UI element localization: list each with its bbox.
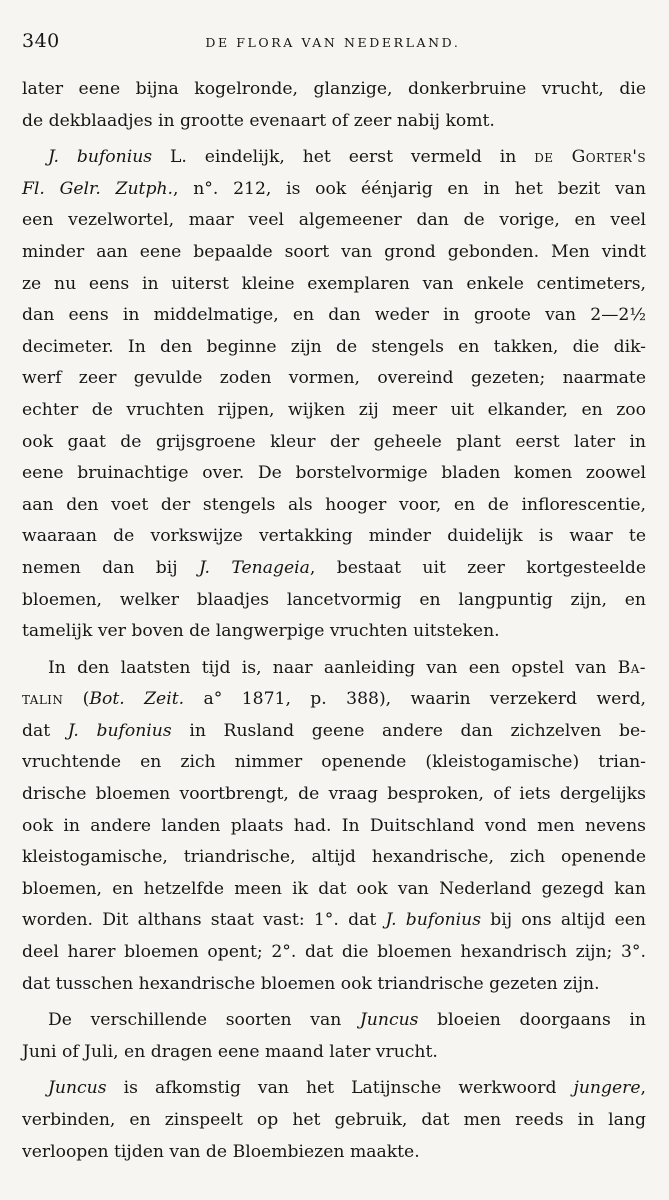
text-line xyxy=(22,1073,646,1105)
text-segment: de dekblaadjes in grootte evenaart of zeer nabij komt. xyxy=(22,110,495,131)
text-segment: ook gaat de grijsgroene kleur der geheele plant eerst later in xyxy=(22,431,646,452)
text-segment: ook in andere landen plaats had. In Duitschland vond men nevens xyxy=(22,815,646,836)
italic-text: J. bufonius xyxy=(67,720,172,741)
text-line xyxy=(22,458,646,490)
text-line xyxy=(22,1137,646,1169)
text-segment: , xyxy=(640,1078,646,1099)
text-segment: dat xyxy=(22,720,68,741)
italic-text: Fl. Gelr. Zutph. xyxy=(22,178,174,199)
paragraph xyxy=(22,653,646,1001)
text-line xyxy=(22,937,646,969)
text-line xyxy=(22,142,646,174)
text-segment: nemen dan bij xyxy=(22,557,199,578)
small-caps-text: Ba- xyxy=(617,657,646,678)
paragraph xyxy=(22,74,646,137)
text-line xyxy=(22,205,646,237)
text-segment: a° 1871, p. 388), waarin verzekerd werd, xyxy=(184,689,647,710)
text-line xyxy=(22,1005,646,1037)
text-segment: deel harer bloemen opent; 2°. dat die bloemen hexandrisch zijn; 3°. xyxy=(22,942,646,963)
text-segment: ( xyxy=(63,689,90,710)
text-segment: werf zeer gevulde zoden vormen, overeind gezeten; naarmate xyxy=(22,368,646,389)
text-line xyxy=(22,842,646,874)
text-segment: een vezelwortel, maar veel algemeener dan de vorige, en veel xyxy=(22,210,646,231)
text-segment: In den laatsten tijd is, naar aanleiding van een opstel van xyxy=(48,657,618,678)
text-segment: minder aan eene bepaalde soort van grond gebonden. Men vindt xyxy=(22,241,646,262)
text-segment: kleistogamische, triandrische, altijd hexandrische, zich openende xyxy=(22,847,646,868)
paragraph xyxy=(22,1005,646,1068)
running-head: DE FLORA VAN NEDERLAND. xyxy=(205,35,461,50)
text-line xyxy=(22,74,646,106)
text-line xyxy=(22,616,646,648)
text-line xyxy=(22,969,646,1001)
paragraph xyxy=(22,142,646,648)
text-segment: drische bloemen voortbrengt, de vraag besproken, of iets dergelijks xyxy=(22,784,646,805)
text-line xyxy=(22,300,646,332)
text-segment: waaraan de vorkswijze vertakking minder duidelijk is waar te xyxy=(22,526,646,547)
small-caps-text: talin xyxy=(22,689,64,710)
text-line xyxy=(22,874,646,906)
paragraph xyxy=(22,1073,646,1168)
text-segment: later eene bijna kogelronde, glanzige, donkerbruine vrucht, die xyxy=(22,79,646,99)
text-segment: aan den voet der stengels als hooger voor, en de inflorescentie, xyxy=(22,494,646,515)
text-segment: worden. Dit althans staat vast: 1°. dat xyxy=(22,910,386,931)
text-segment: Juni of Juli, en dragen eene maand later vrucht. xyxy=(22,1041,438,1062)
text-segment: is afkomstig van het Latijnsche werkwoord xyxy=(106,1078,574,1099)
text-segment: L. eindelijk, het eerst vermeld in xyxy=(152,147,535,168)
text-segment: vruchtende en zich nimmer openende (kleistogamische) trian- xyxy=(22,752,646,773)
text-line xyxy=(22,811,646,843)
text-line xyxy=(22,395,646,427)
text-line xyxy=(22,716,646,748)
text-line xyxy=(22,684,646,716)
italic-text: Juncus xyxy=(359,1010,419,1031)
text-line xyxy=(22,490,646,522)
text-line xyxy=(22,653,646,685)
text-line xyxy=(22,1037,646,1069)
page-number: 340 xyxy=(22,30,60,52)
text-line xyxy=(22,521,646,553)
page-header xyxy=(22,30,646,52)
italic-text: J. bufonius xyxy=(48,147,153,168)
text-line xyxy=(22,747,646,779)
italic-text: J. bufonius xyxy=(385,910,482,931)
text-line xyxy=(22,106,646,138)
text-segment: tamelijk ver boven de langwerpige vruchten uitsteken. xyxy=(22,621,500,642)
text-segment: , n°. 212, is ook éénjarig en in het bezit van xyxy=(173,178,646,199)
text-segment: bloeien doorgaans in xyxy=(418,1010,646,1031)
text-segment: ze nu eens in uiterst kleine exemplaren van enkele centimeters, xyxy=(22,273,646,294)
body-text xyxy=(22,74,646,1168)
text-segment: verbinden, en zinspeelt op het gebruik, dat men reeds in lang xyxy=(22,1110,646,1130)
text-line xyxy=(22,363,646,395)
text-line xyxy=(22,427,646,459)
text-line xyxy=(22,553,646,585)
text-segment: bloemen, en hetzelfde meen ik dat ook van Nederland gezegd kan xyxy=(22,878,646,899)
text-segment: eene bruinachtige over. De borstelvormige bladen komen zoowel xyxy=(22,463,646,484)
text-line xyxy=(22,585,646,617)
text-segment: verloopen tijden van de Bloembiezen maakte. xyxy=(22,1141,420,1162)
text-line xyxy=(22,269,646,301)
text-line xyxy=(22,1105,646,1137)
text-segment: bloemen, welker blaadjes lancetvormig en langpuntig zijn, en xyxy=(22,589,646,610)
text-segment: , bestaat uit zeer kortgesteelde xyxy=(309,557,646,578)
text-segment: in Rusland geene andere dan zichzelven be- xyxy=(171,720,646,741)
text-line xyxy=(22,237,646,269)
italic-text: jungere xyxy=(573,1078,641,1099)
text-segment: decimeter. In den beginne zijn de stengels en takken, die dik- xyxy=(22,336,646,357)
small-caps-text: de Gorter's xyxy=(534,147,646,168)
text-line xyxy=(22,332,646,364)
text-segment: bij ons altijd een xyxy=(481,910,646,931)
text-line xyxy=(22,905,646,937)
italic-text: J. Tenageia xyxy=(199,557,310,578)
italic-text: Bot. Zeit. xyxy=(89,689,185,710)
text-segment: dat tusschen hexandrische bloemen ook triandrische gezeten zijn. xyxy=(22,973,600,994)
text-line xyxy=(22,174,646,206)
text-line xyxy=(22,779,646,811)
text-segment: echter de vruchten rijpen, wijken zij meer uit elkander, en zoo xyxy=(22,399,646,420)
text-segment: De verschillende soorten van xyxy=(48,1010,360,1031)
text-segment: dan eens in middelmatige, en dan weder in groote van 2—2½ xyxy=(22,305,646,326)
italic-text: Juncus xyxy=(48,1078,107,1099)
